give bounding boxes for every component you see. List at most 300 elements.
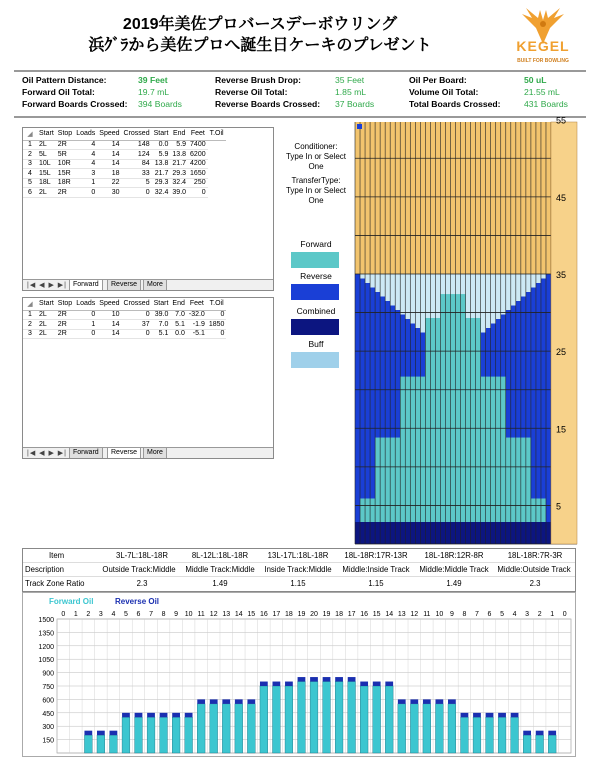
- grid-column-header: Stop: [56, 128, 74, 140]
- table-row[interactable]: [23, 150, 226, 160]
- x-tick-label: 7: [149, 611, 153, 618]
- grid-cell[interactable]: 32.4: [172, 179, 187, 187]
- y-tick-label: 1200: [38, 643, 54, 651]
- reverse-oil-bar: [122, 713, 130, 717]
- forward-oil-bar: [498, 717, 506, 753]
- reverse-oil-bar: [235, 699, 243, 703]
- stat-value: 50 uL: [524, 75, 547, 85]
- x-tick-label: 12: [410, 611, 419, 618]
- grid-cell[interactable]: 0: [122, 329, 152, 339]
- x-tick-label: 3: [525, 611, 530, 618]
- grid-column-header: Feet: [187, 298, 207, 310]
- conditioner-label: Conditioner:: [294, 142, 338, 151]
- grid-cell[interactable]: 2R: [56, 310, 74, 320]
- stat-label: Reverse Oil Total:: [215, 87, 288, 97]
- forward-oil-bar: [197, 704, 205, 753]
- grid-cell[interactable]: 2L: [37, 310, 56, 320]
- x-tick-label: 2: [86, 611, 91, 618]
- lane-forward-cell: [461, 294, 466, 544]
- y-tick-label: 150: [42, 737, 54, 745]
- forward-oil-bar: [160, 717, 168, 753]
- forward-oil-bar: [410, 704, 418, 753]
- forward-oil-bar: [285, 686, 293, 753]
- forward-oil-bar: [97, 735, 105, 753]
- lane-forward-cell: [400, 377, 405, 544]
- forward-oil-bar: [385, 686, 393, 753]
- feet-label: 55: [556, 115, 567, 126]
- table-row[interactable]: [23, 169, 226, 179]
- x-tick-label: 12: [209, 611, 218, 618]
- tab-more[interactable]: More: [143, 448, 167, 458]
- x-tick-label: 9: [174, 611, 179, 618]
- grid-cell[interactable]: 2R: [56, 320, 74, 330]
- reverse-oil-bar: [185, 713, 193, 717]
- lane-forward-cell: [405, 377, 410, 544]
- feet-scale-strip: [551, 122, 577, 544]
- grid-cell[interactable]: 1: [74, 178, 97, 188]
- grid-corner[interactable]: ◢: [23, 298, 37, 310]
- stat-label: Reverse Boards Crossed:: [215, 99, 321, 109]
- grid-cell[interactable]: 21.7: [172, 160, 187, 168]
- zone-item: 18L-18R:7R-3R: [507, 551, 563, 560]
- table-row[interactable]: [23, 140, 226, 150]
- x-tick-label: 11: [197, 611, 205, 618]
- forward-oil-bar: [486, 717, 494, 753]
- reverse-table: [23, 298, 226, 339]
- grid-cell[interactable]: 14: [97, 150, 121, 160]
- grid-column-header: Crossed: [122, 128, 152, 140]
- grid-cell[interactable]: 0.0: [152, 140, 171, 150]
- grid-cell[interactable]: 14: [97, 329, 121, 339]
- grid-cell[interactable]: 0: [188, 188, 208, 198]
- grid-cell[interactable]: 29.3: [152, 178, 171, 188]
- reverse-oil-bar: [461, 713, 469, 717]
- legend-reverse-swatch: [291, 284, 339, 300]
- x-tick-label: 3: [98, 611, 103, 618]
- tab-reverse[interactable]: Reverse: [107, 280, 141, 290]
- lane-forward-cell: [476, 318, 481, 544]
- reverse-oil-bar: [298, 677, 306, 681]
- table-row[interactable]: [23, 320, 226, 330]
- lane-forward-cell: [471, 318, 476, 544]
- grid-cell[interactable]: 10R: [56, 159, 74, 169]
- zone-item: 3L-7L:18L-18R: [115, 551, 169, 560]
- forward-oil-bar: [461, 717, 469, 753]
- forward-oil-bar: [222, 704, 230, 753]
- reverse-oil-bar: [348, 677, 356, 681]
- reverse-oil-bar: [486, 713, 494, 717]
- oil-bar-chart-panel: [22, 592, 576, 757]
- grid-cell[interactable]: 4: [74, 159, 97, 169]
- x-tick-label: 0: [562, 611, 567, 618]
- forward-oil-bar: [373, 686, 381, 753]
- table-row[interactable]: [23, 329, 226, 339]
- grid-cell[interactable]: 4: [74, 140, 97, 150]
- zone-ratio: 2.3: [529, 579, 541, 588]
- reverse-oil-bar: [247, 699, 255, 703]
- legend-reverse-label: Reverse: [300, 271, 332, 281]
- zone-ratio: 1.15: [290, 579, 306, 588]
- x-tick-label: 1: [550, 611, 555, 618]
- grid-column-header: Loads: [74, 298, 97, 310]
- zone-description: Middle:Outside Track: [497, 565, 571, 574]
- lane-oil-graph: [355, 115, 577, 544]
- stat-label: Volume Oil Total:: [409, 87, 479, 97]
- lane-forward-cell: [496, 377, 501, 544]
- grid-cell[interactable]: 1: [23, 310, 37, 320]
- forward-oil-bar: [84, 735, 92, 753]
- grid-column-header: Crossed: [122, 298, 152, 310]
- grid-cell[interactable]: 1: [23, 140, 37, 150]
- stat-row-3: [22, 99, 582, 111]
- stat-label: Oil Pattern Distance:: [22, 75, 107, 85]
- grid-cell[interactable]: 0: [122, 188, 152, 198]
- grid-cell[interactable]: 0: [207, 329, 227, 339]
- forward-oil-bar: [360, 686, 368, 753]
- x-tick-label: 18: [285, 611, 293, 618]
- grid-cell[interactable]: -5.1: [187, 329, 207, 339]
- grid-cell[interactable]: 33: [122, 169, 152, 179]
- forward-oil-bar: [323, 682, 331, 753]
- forward-oil-bar: [398, 704, 406, 753]
- grid-cell[interactable]: 7.0: [170, 310, 186, 320]
- reverse-oil-bar: [435, 699, 443, 703]
- stat-row-1: [22, 75, 582, 87]
- forward-oil-bar: [473, 717, 481, 753]
- grid-cell[interactable]: 6200: [190, 150, 206, 158]
- lane-forward-cell: [430, 318, 435, 544]
- grid-cell[interactable]: 6: [23, 188, 37, 198]
- stat-value: 21.55 mL: [524, 87, 560, 97]
- forward-oil-bar: [310, 682, 318, 753]
- stat-value: 1.85 mL: [335, 87, 367, 97]
- grid-cell[interactable]: 0: [207, 310, 227, 320]
- stat-value: 37 Boards: [335, 99, 375, 109]
- y-tick-label: 1350: [38, 630, 54, 638]
- stat-value: 394 Boards: [138, 99, 182, 109]
- grid-cell[interactable]: 29.3: [172, 169, 187, 177]
- zone-description-header: Description: [25, 565, 64, 574]
- reverse-oil-bar: [84, 731, 92, 735]
- x-tick-label: 10: [435, 611, 444, 618]
- grid-cell[interactable]: 1850: [208, 320, 225, 328]
- x-tick-label: 16: [360, 611, 369, 618]
- grid-cell[interactable]: 10: [97, 310, 121, 320]
- grid-cell[interactable]: 37: [122, 320, 152, 330]
- reverse-oil-bar: [172, 713, 180, 717]
- lane-forward-cell: [450, 294, 455, 544]
- grid-header-row: [23, 298, 226, 310]
- lane-forward-cell: [435, 318, 440, 544]
- forward-oil-bar: [348, 682, 356, 753]
- legend-combined-swatch: [291, 319, 339, 335]
- grid-cell[interactable]: 2R: [56, 140, 74, 150]
- x-tick-label: 14: [385, 611, 394, 618]
- forward-oil-bar: [247, 704, 255, 753]
- x-tick-label: 5: [123, 611, 128, 618]
- stat-label: Total Boards Crossed:: [409, 99, 501, 109]
- grid-cell[interactable]: 3: [74, 169, 97, 179]
- y-tick-label: 600: [42, 697, 54, 705]
- reverse-oil-bar: [160, 713, 168, 717]
- grid-cell[interactable]: 148: [122, 140, 152, 150]
- x-tick-label: 2: [537, 611, 542, 618]
- grid-cell[interactable]: 18L: [37, 178, 56, 188]
- grid-cell[interactable]: 4200: [190, 160, 206, 168]
- zone-description-row: [23, 563, 575, 577]
- grid-cell[interactable]: 30: [97, 188, 121, 198]
- x-tick-label: 6: [487, 611, 492, 618]
- forward-oil-bar: [536, 735, 544, 753]
- grid-cell[interactable]: -1.9: [187, 320, 207, 330]
- grid-cell[interactable]: 4: [74, 150, 97, 160]
- lane-forward-cell: [501, 377, 506, 544]
- grid-corner[interactable]: ◢: [23, 128, 37, 140]
- grid-cell[interactable]: 2L: [37, 329, 56, 339]
- y-tick-label: 1500: [38, 617, 54, 624]
- tab-forward[interactable]: Forward: [69, 280, 103, 290]
- grid-cell[interactable]: 84: [122, 159, 152, 169]
- grid-cell[interactable]: 1: [74, 320, 97, 330]
- lane-forward-cell: [410, 377, 415, 544]
- stat-row-2: [22, 87, 582, 99]
- reverse-oil-bar: [473, 713, 481, 717]
- reverse-oil-bar: [273, 682, 281, 686]
- conditioner-panel: [278, 142, 354, 206]
- grid-cell[interactable]: 21.7: [152, 169, 171, 179]
- forward-table: [23, 128, 226, 198]
- grid-cell[interactable]: 18: [97, 169, 121, 179]
- stat-value: 35 Feet: [335, 75, 365, 85]
- grid-cell[interactable]: 15R: [56, 169, 74, 179]
- grid-cell[interactable]: 0.0: [170, 329, 186, 339]
- oil-bar-chart: [23, 605, 575, 755]
- stat-label: Oil Per Board:: [409, 75, 467, 85]
- grid-cell[interactable]: 7400: [190, 141, 206, 149]
- forward-oil-bar: [435, 704, 443, 753]
- x-tick-label: 17: [272, 611, 281, 618]
- lane-forward-cell: [481, 377, 486, 544]
- grid-cell[interactable]: 124: [122, 150, 152, 160]
- x-tick-label: 17: [347, 611, 356, 618]
- feet-label: 15: [556, 424, 567, 435]
- forward-oil-bar: [135, 717, 143, 753]
- page-title: 2019年美佐プロバースデーボウリング: [122, 16, 398, 33]
- forward-oil-bar: [423, 704, 431, 753]
- legend-combined-label: Combined: [296, 306, 336, 316]
- zone-header-row: [23, 549, 575, 563]
- forward-oil-bar: [335, 682, 343, 753]
- grid-column-header: Start: [37, 298, 56, 310]
- reverse-oil-bar: [210, 699, 218, 703]
- grid-cell[interactable]: 5: [122, 178, 152, 188]
- zone-description: Outside Track:Middle: [102, 565, 176, 574]
- grid-cell[interactable]: 0: [74, 310, 97, 320]
- forward-oil-bar: [110, 735, 118, 753]
- tab-more[interactable]: More: [143, 280, 167, 290]
- grid-cell[interactable]: 2L: [37, 140, 56, 150]
- table-row[interactable]: [23, 178, 226, 188]
- stat-value: 431 Boards: [524, 99, 568, 109]
- grid-cell[interactable]: 13.8: [172, 150, 187, 158]
- lane-forward-cell: [445, 294, 450, 544]
- reverse-oil-bar: [360, 682, 368, 686]
- transfer-type-select[interactable]: Type In or Select One: [285, 186, 347, 205]
- stats-divider: [14, 116, 586, 118]
- grid-cell[interactable]: 39.0: [172, 188, 187, 196]
- table-row[interactable]: [23, 310, 226, 320]
- reverse-oil-bar: [260, 682, 268, 686]
- lane-reverse-cell: [546, 274, 551, 544]
- grid-cell[interactable]: 5R: [56, 150, 74, 160]
- lane-forward-cell: [456, 294, 461, 544]
- grid-column-header: Start: [37, 128, 56, 140]
- tab-forward[interactable]: Forward: [69, 448, 103, 458]
- grid-column-header: T.Oil: [207, 298, 227, 310]
- y-tick-label: 900: [42, 670, 54, 678]
- lane-forward-cell: [491, 377, 496, 544]
- zone-ratio: 1.49: [446, 579, 462, 588]
- zone-item: 18L-18R:12R-8R: [424, 551, 484, 560]
- reverse-oil-bar: [423, 699, 431, 703]
- grid-column-header: Feet: [188, 128, 208, 140]
- grid-cell[interactable]: 18R: [56, 178, 74, 188]
- grid-cell[interactable]: 13.8: [152, 159, 171, 169]
- grid-cell[interactable]: 14: [97, 159, 121, 169]
- stat-value: 39 Feet: [138, 75, 168, 85]
- lane-reverse-cell: [355, 274, 360, 544]
- forward-oil-bar: [511, 717, 519, 753]
- forward-tabbar: [23, 279, 273, 290]
- reverse-oil-bar: [222, 699, 230, 703]
- table-row[interactable]: [23, 188, 226, 198]
- legend-buff-swatch: [291, 352, 339, 368]
- grid-cell[interactable]: 2: [23, 150, 37, 160]
- grid-cell[interactable]: 1650: [190, 169, 206, 177]
- grid-column-header: Stop: [56, 298, 74, 310]
- x-tick-label: 15: [372, 611, 381, 618]
- feet-label: 5: [556, 501, 562, 512]
- grid-cell[interactable]: 250: [188, 178, 208, 188]
- x-tick-label: 18: [335, 611, 343, 618]
- grid-cell[interactable]: 0: [74, 188, 97, 198]
- grid-cell[interactable]: 3: [23, 329, 37, 339]
- x-tick-label: 8: [161, 611, 166, 618]
- logo-tagline: BUILT FOR BOWLING: [517, 58, 569, 64]
- reverse-oil-bar: [523, 731, 531, 735]
- grid-cell[interactable]: 14: [97, 320, 121, 330]
- grid-cell[interactable]: 4: [23, 169, 37, 179]
- y-tick-label: 1050: [38, 657, 54, 665]
- grid-cell[interactable]: -32.0: [188, 311, 205, 319]
- grid-cell[interactable]: 5.9: [170, 140, 188, 150]
- grid-cell[interactable]: 5.1: [152, 329, 171, 339]
- feet-label: 25: [556, 347, 567, 358]
- grid-cell[interactable]: 5.1: [170, 320, 186, 330]
- reverse-oil-bar: [398, 699, 406, 703]
- reverse-oil-bar: [498, 713, 506, 717]
- reverse-oil-bar: [110, 731, 118, 735]
- x-tick-label: 1: [73, 611, 78, 618]
- legend-reverse-oil: Reverse Oil: [115, 597, 160, 606]
- grid-cell[interactable]: 0: [122, 310, 152, 320]
- tab-reverse[interactable]: Reverse: [107, 448, 141, 458]
- zone-description: Middle:Middle Track: [419, 565, 489, 574]
- table-row[interactable]: [23, 159, 226, 169]
- grid-cell[interactable]: 2L: [37, 188, 56, 198]
- grid-cell[interactable]: 5.9: [152, 150, 171, 160]
- x-tick-label: 16: [259, 611, 268, 618]
- grid-cell[interactable]: 3: [23, 159, 37, 169]
- zone-item: 13L-17L:18L-18R: [267, 551, 329, 560]
- forward-oil-bar: [273, 686, 281, 753]
- lane-forward-cell: [415, 377, 420, 544]
- sheet-nav[interactable]: |◀ ◀ ▶ ▶|: [27, 282, 68, 289]
- reverse-oil-bar: [97, 731, 105, 735]
- zone-item-header: Item: [49, 551, 65, 560]
- reverse-oil-bar: [310, 677, 318, 681]
- grid-cell[interactable]: 39.0: [152, 310, 171, 320]
- forward-oil-bar: [260, 686, 268, 753]
- lane-forward-cell: [440, 294, 445, 544]
- grid-cell[interactable]: 7.0: [152, 320, 171, 330]
- stat-label: Forward Boards Crossed:: [22, 99, 128, 109]
- grid-column-header: End: [170, 298, 186, 310]
- grid-cell[interactable]: 5L: [37, 150, 56, 160]
- legend-buff-label: Buff: [308, 339, 324, 349]
- lane-forward-cell: [425, 318, 430, 544]
- grid-cell[interactable]: 0: [74, 329, 97, 339]
- feet-label: 35: [556, 270, 567, 280]
- x-tick-label: 14: [234, 611, 243, 618]
- x-tick-label: 7: [475, 611, 479, 618]
- reverse-oil-bar: [448, 699, 456, 703]
- grid-cell[interactable]: 2R: [56, 188, 74, 198]
- x-tick-label: 9: [449, 611, 454, 618]
- x-tick-label: 0: [61, 611, 66, 618]
- grid-cell[interactable]: 22: [97, 178, 121, 188]
- sheet-nav[interactable]: |◀ ◀ ▶ ▶|: [27, 450, 68, 457]
- lane-combined-band: [355, 522, 551, 544]
- grid-cell[interactable]: 2R: [56, 329, 74, 339]
- x-tick-label: 4: [512, 611, 517, 618]
- grid-column-header: T.Oil: [208, 128, 226, 140]
- forward-oil-bar: [172, 717, 180, 753]
- grid-cell[interactable]: 2L: [37, 320, 56, 330]
- zone-description: Middle Track:Middle: [185, 565, 255, 574]
- y-tick-label: 450: [42, 710, 54, 718]
- grid-header-row: [23, 128, 226, 140]
- grid-cell[interactable]: 10L: [37, 159, 56, 169]
- forward-oil-bar: [122, 717, 130, 753]
- conditioner-select[interactable]: Type In or Select One: [285, 152, 347, 171]
- reverse-oil-bar: [536, 731, 544, 735]
- zone-ratio-header: Track Zone Ratio: [25, 579, 85, 588]
- grid-column-header: Loads: [74, 128, 97, 140]
- zone-ratio: 2.3: [136, 579, 148, 588]
- grid-cell[interactable]: 2: [23, 320, 37, 330]
- reverse-oil-bar: [335, 677, 343, 681]
- forward-oil-bar: [235, 704, 243, 753]
- reverse-tabbar: [23, 447, 273, 458]
- grid-cell[interactable]: 14: [97, 140, 121, 150]
- x-tick-label: 20: [310, 611, 318, 618]
- lane-forward-cell: [466, 318, 471, 544]
- grid-cell[interactable]: 32.4: [152, 188, 171, 198]
- grid-cell[interactable]: 5: [23, 178, 37, 188]
- grid-cell[interactable]: 15L: [37, 169, 56, 179]
- x-tick-label: 8: [462, 611, 467, 618]
